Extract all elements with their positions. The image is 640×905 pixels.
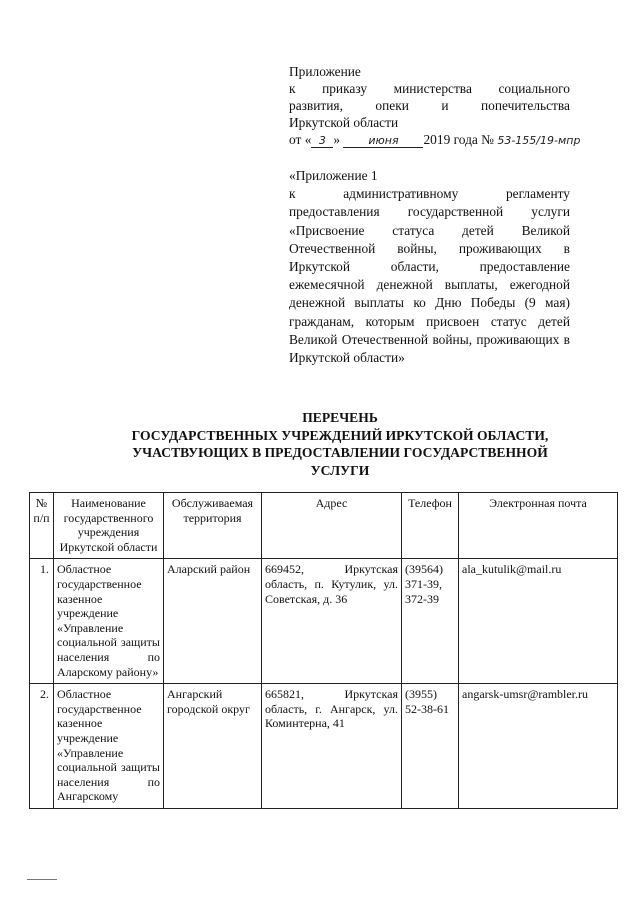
title-line-3: УЧАСТВУЮЩИХ В ПРЕДОСТАВЛЕНИИ ГОСУДАРСТВЕННОЙ (132, 445, 548, 460)
order-date-line (289, 131, 581, 149)
table-header-row (30, 493, 618, 559)
header-line-4: Иркутской области (289, 115, 399, 130)
row-phone: (39564) 371-39, 372-39 (402, 559, 459, 684)
appendix-body: к административному регламенту предоставления государственной услуги «Присвоение статуса детей Великой Отечественной войны, проживающих в Иркутской области, предоставление ежемесячной денежной выплаты, ежегодной денежной выплаты ко Дню Победы (9 мая) гражданам, которым присвоен статус детей Великой Отечественной войны, проживающих в Иркутской области» (289, 186, 570, 366)
order-prefix: от « (289, 132, 312, 147)
footnote-divider (27, 879, 57, 880)
row-name: Областное государственное казенное учреждение «Управление социальной защиты населения по Аларскому району» (54, 559, 164, 684)
header-line-2: к приказу министерства социального (289, 81, 570, 96)
row-address: 669452, Иркутская область, п. Кутулик, ул. Советская, д. 36 (262, 559, 402, 684)
table-row (30, 684, 618, 809)
order-mid: » (333, 132, 341, 147)
order-month: июня (343, 134, 423, 148)
title-line-1: ПЕРЕЧЕНЬ (302, 410, 378, 425)
order-year: 2019 года № (423, 132, 494, 147)
header-phone: Телефон (402, 493, 459, 559)
title-line-2: ГОСУДАРСТВЕННЫХ УЧРЕЖДЕНИЙ ИРКУТСКОЙ ОБЛАСТИ, (131, 427, 549, 443)
row-email: angarsk-umsr@rambler.ru (459, 684, 618, 809)
header-email: Электронная почта (459, 493, 618, 559)
order-number: 53-155/19-мпр (497, 134, 581, 147)
document-title (100, 409, 580, 479)
title-line-4: УСЛУГИ (310, 462, 370, 478)
header-address: Адрес (262, 493, 402, 559)
row-num: 1. (30, 559, 54, 684)
order-day: 3 (311, 134, 333, 148)
order-header (289, 63, 581, 149)
header-line-3: развития, опеки и попечительства (289, 98, 570, 113)
row-name: Областное государственное казенное учреждение «Управление социальной защиты населения по Ангарскому (54, 684, 164, 809)
header-territory: Обслуживаемая территория (164, 493, 262, 559)
row-email: ala_kutulik@mail.ru (459, 559, 618, 684)
institutions-table (29, 492, 618, 809)
table-row (30, 559, 618, 684)
header-num: № п/п (30, 493, 54, 559)
row-phone: (3955) 52-38-61 (402, 684, 459, 809)
row-territory: Аларский район (164, 559, 262, 684)
appendix-block (289, 167, 570, 367)
row-address: 665821, Иркутская область, г. Ангарск, ул. Коминтерна, 41 (262, 684, 402, 809)
row-num: 2. (30, 684, 54, 809)
row-territory: Ангарский городской округ (164, 684, 262, 809)
appendix-title: «Приложение 1 (289, 168, 378, 183)
header-name: Наименование государственного учреждения Иркутской области (54, 493, 164, 559)
header-line-1: Приложение (289, 64, 361, 79)
